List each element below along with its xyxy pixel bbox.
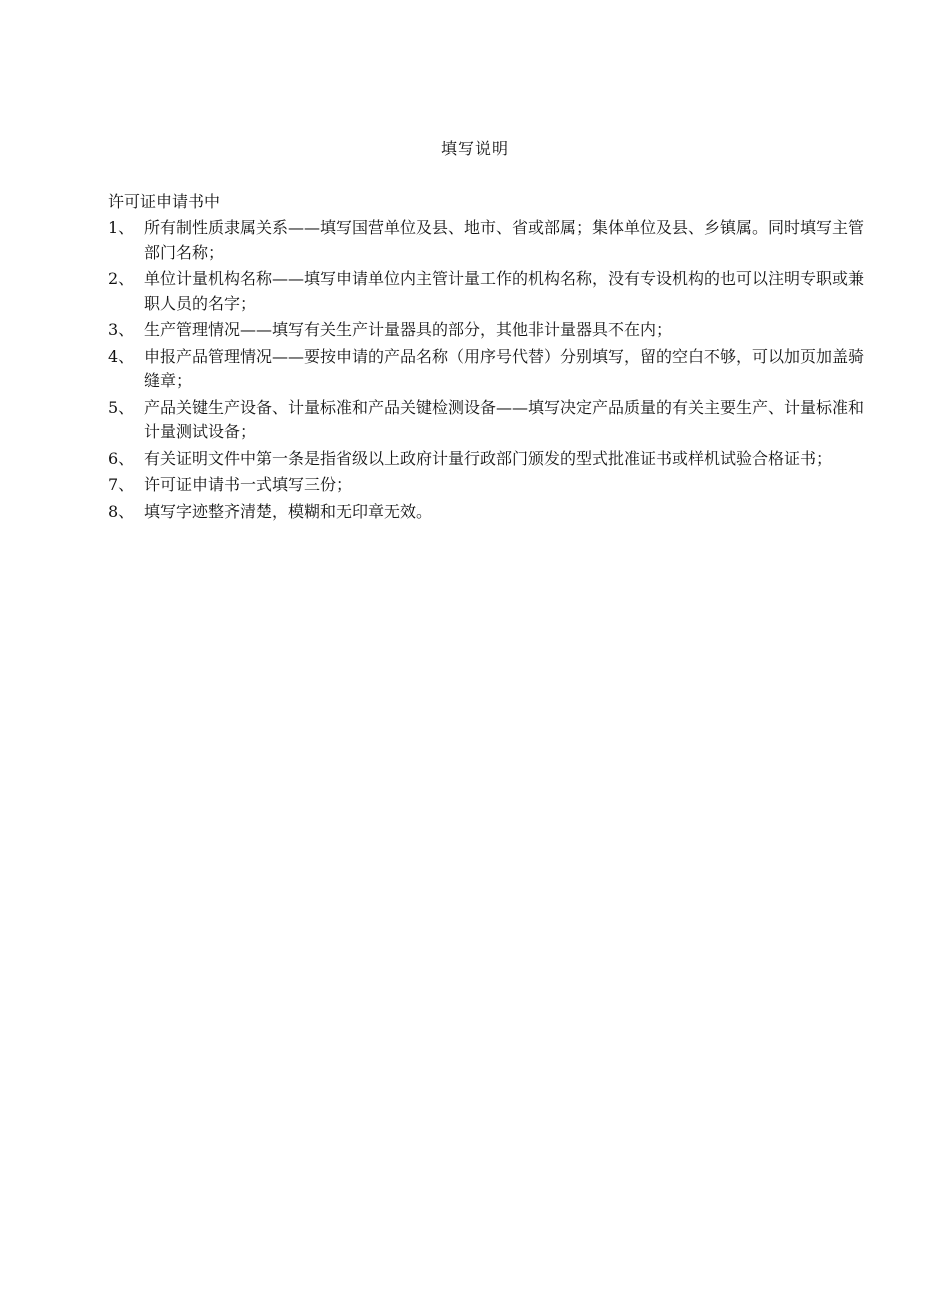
instruction-item-4 <box>108 345 868 394</box>
page-title: 填写说明 <box>440 139 509 158</box>
item-text: 填写字迹整齐清楚，模糊和无印章无效。 <box>144 501 433 521</box>
item-text: 单位计量机构名称——填写申请单位内主管计量工作的机构名称，没有专设机构的也可以注明专职或兼职人员的名字； <box>144 269 865 313</box>
item-number: 7、 <box>108 475 135 494</box>
item-number: 4、 <box>108 346 135 366</box>
item-number: 6、 <box>108 448 135 468</box>
instruction-item-7 <box>108 473 868 498</box>
instruction-item-6 <box>108 447 868 472</box>
intro-text: 许可证申请书中 <box>108 192 221 211</box>
instruction-item-2 <box>108 267 868 316</box>
item-text: 有关证明文件中第一条是指省级以上政府计量行政部门颁发的型式批准证书或样机试验合格证书； <box>144 448 833 468</box>
item-text: 生产管理情况——填写有关生产计量器具的部分，其他非计量器具不在内； <box>144 320 673 339</box>
item-text: 所有制性质隶属关系——填写国营单位及县、地市、省或部属；集体单位及县、乡镇属。同时填写主管部门名称； <box>144 218 865 262</box>
instruction-item-8 <box>108 500 868 525</box>
item-number: 3、 <box>108 320 135 339</box>
instruction-item-3 <box>108 318 868 343</box>
item-number: 5、 <box>108 397 135 417</box>
item-number: 8、 <box>108 501 135 521</box>
item-text: 产品关键生产设备、计量标准和产品关键检测设备——填写决定产品质量的有关主要生产、计量标准和计量测试设备； <box>144 397 865 441</box>
item-text: 许可证申请书一式填写三份； <box>144 475 353 494</box>
instruction-item-5 <box>108 396 868 445</box>
instruction-item-1 <box>108 216 868 265</box>
item-text: 申报产品管理情况——要按申请的产品名称（用序号代替）分别填写，留的空白不够，可以加页加盖骑缝章； <box>144 346 865 390</box>
item-number: 1、 <box>108 218 135 237</box>
item-number: 2、 <box>108 269 135 288</box>
instruction-list <box>108 216 868 526</box>
